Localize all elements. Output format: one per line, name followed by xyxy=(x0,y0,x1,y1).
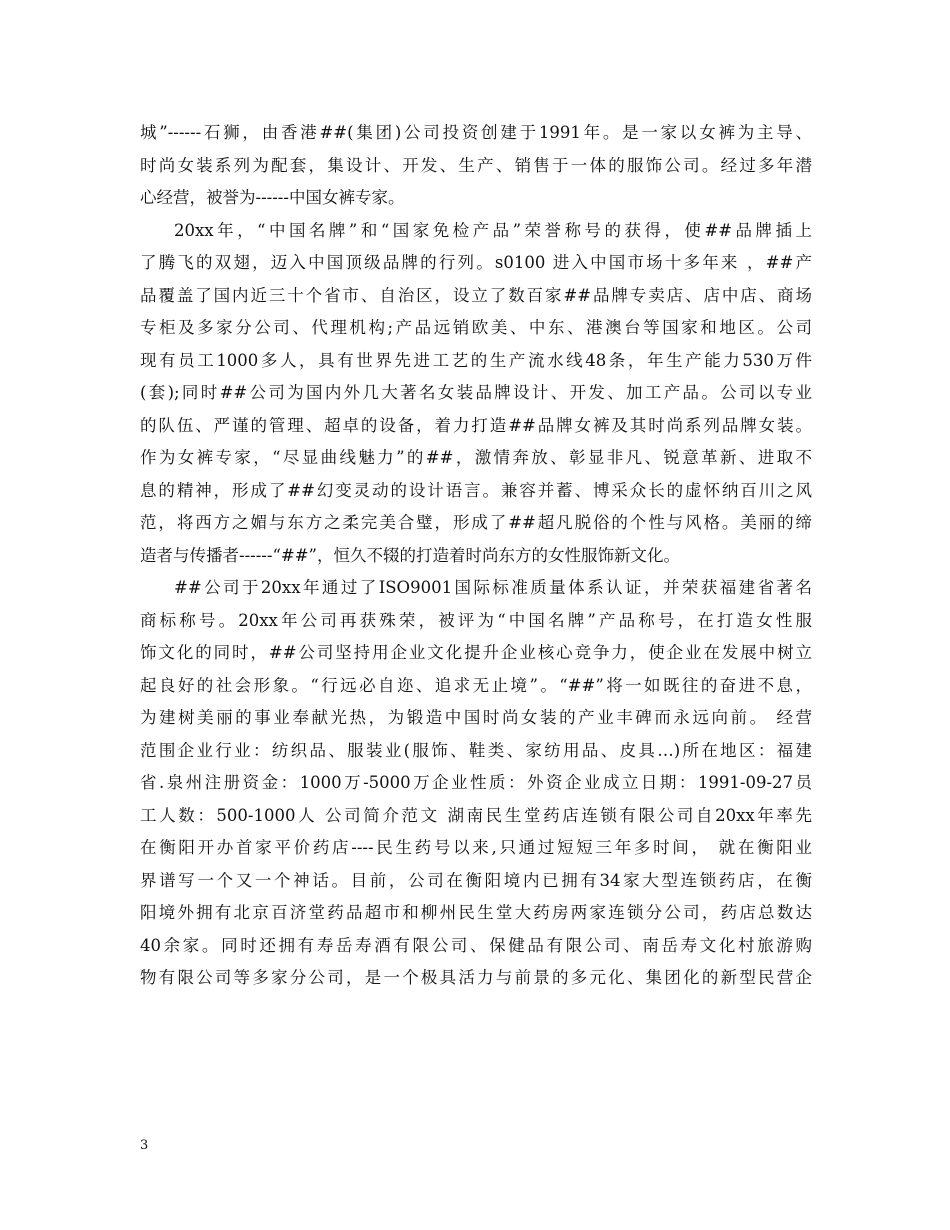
text-line: 时尚女装系列为配套，集设计、开发、生产、销售于一体的服饰公司。经过多年潜 xyxy=(140,155,812,175)
text-line: 范围企业行业：纺织品、服装业(服饰、鞋类、家纺用品、皮具…)所在地区：福建 xyxy=(140,740,812,760)
text-line: 为建树美丽的事业奉献光热，为锻造中国时尚女装的产业丰碑而永远向前。 经营 xyxy=(140,708,812,727)
text-line: ##公司于20xx年通过了ISO9001国际标准质量体系认证，并荣获福建省著名 xyxy=(174,578,812,597)
text-line: 的队伍、严谨的管理、超卓的设备，着力打造##品牌女裤及其时尚系列品牌女装。 xyxy=(140,415,812,435)
text-line: 起良好的社会形象。“行远必自迩、追求无止境”。“##”将一如既往的奋进不息， xyxy=(140,675,812,695)
text-line: 在衡阳开办首家平价药店----民生药号以来,只通过短短三年多时间， 就在衡阳业 xyxy=(140,838,812,857)
text-line: 商标称号。20xx年公司再获殊荣，被评为“中国名牌”产品称号，在打造女性服 xyxy=(140,610,812,630)
text-line: 界谱写一个又一个神话。目前，公司在衡阳境内已拥有34家大型连锁药店，在衡 xyxy=(140,870,812,890)
text-line: 省.泉州注册资金：1000万-5000万企业性质：外资企业成立日期：1991-09-27员 xyxy=(140,773,812,792)
text-line: 范，将西方之媚与东方之柔完美合璧，形成了##超凡脱俗的个性与风格。美丽的缔 xyxy=(140,513,812,532)
text-line: 城”------石狮，由香港##(集团)公司投资创建于1991年。是一家以女裤为主导、 xyxy=(140,123,812,142)
text-line: 心经营，被誉为------中国女裤专家。 xyxy=(140,188,405,207)
text-line: 品覆盖了国内近三十个省市、自治区，设立了数百家##品牌专卖店、店中店、商场 xyxy=(140,285,812,305)
text-line: 工人数：500-1000人 公司简介范文 湖南民生堂药店连锁有限公司自20xx年率先 xyxy=(140,805,812,825)
body-text xyxy=(140,117,812,995)
text-line: 作为女裤专家，“尽显曲线魅力”的##，激情奔放、彰显非凡、锐意革新、进取不 xyxy=(140,448,812,467)
text-line: 现有员工1000多人，具有世界先进工艺的生产流水线48条，年生产能力530万件 xyxy=(140,350,812,370)
text-line: 息的精神，形成了##幻变灵动的设计语言。兼容并蓄、博采众长的虚怀纳百川之风 xyxy=(140,480,812,500)
text-line: 物有限公司等多家分公司，是一个极具活力与前景的多元化、集团化的新型民营企 xyxy=(140,968,812,987)
text-line: (套);同时##公司为国内外几大著名女装品牌设计、开发、加工产品。公司以专业 xyxy=(140,383,812,402)
text-line: 40余家。同时还拥有寿岳寿酒有限公司、保健品有限公司、南岳寿文化村旅游购 xyxy=(140,935,812,955)
text-line: 饰文化的同时，##公司坚持用企业文化提升企业核心竞争力，使企业在发展中树立 xyxy=(140,643,812,662)
text-line: 20xx年，“中国名牌”和“国家免检产品”荣誉称号的获得，使##品牌插上 xyxy=(174,220,812,240)
text-line: 了腾飞的双翅，迈入中国顶级品牌的行列。s0100 进入中国市场十多年来 ，##产 xyxy=(140,253,812,272)
page-number: 3 xyxy=(140,1138,149,1153)
text-line: 专柜及多家分公司、代理机构;产品远销欧美、中东、港澳台等国家和地区。公司 xyxy=(140,318,812,337)
text-line: 造者与传播者------“##”，恒久不辍的打造着时尚东方的女性服饰新文化。 xyxy=(140,545,680,565)
text-line: 阳境外拥有北京百济堂药品超市和柳州民生堂大药房两家连锁分公司，药店总数达 xyxy=(140,903,812,922)
